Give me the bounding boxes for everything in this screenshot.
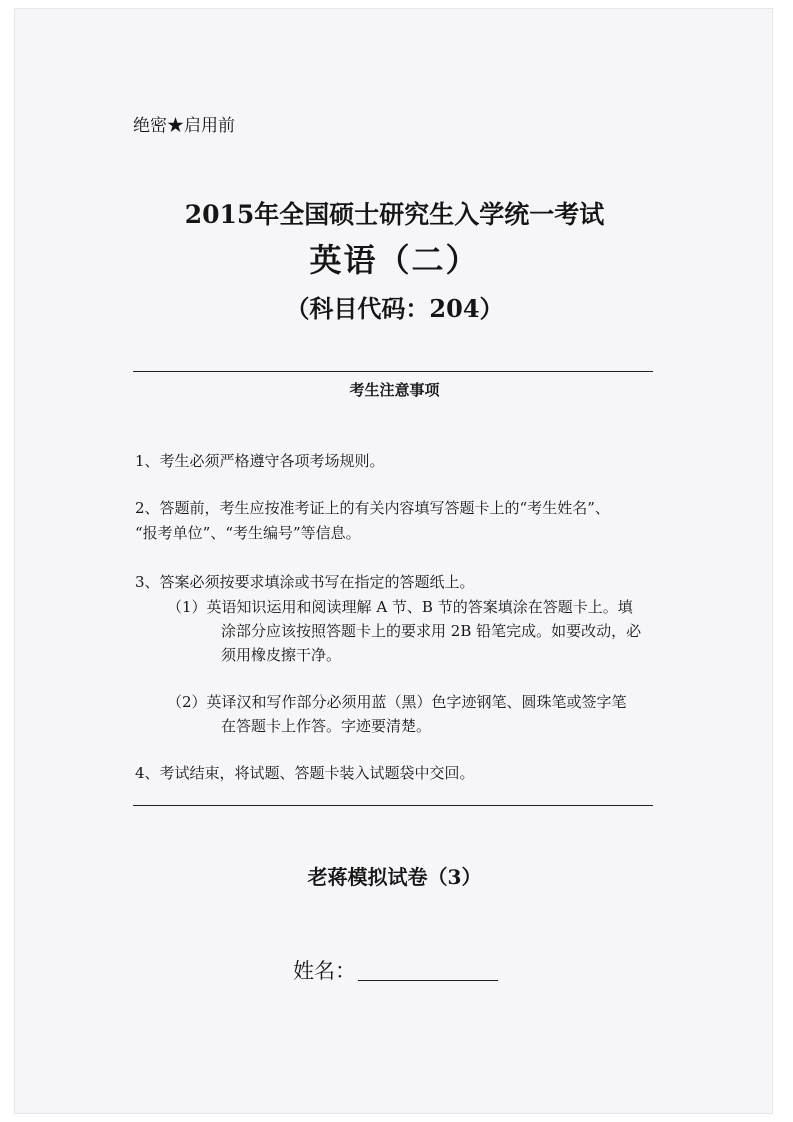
notice-item-2-line-2: “报考单位”、“考生编号”等信息。 xyxy=(135,524,361,542)
notice-item-3-sub-1-line-3: 须用橡皮擦干净。 xyxy=(221,646,342,664)
subject-code: （科目代码：204） xyxy=(285,294,504,323)
notice-item-4: 4、考试结束，将试题、答题卡装入试题袋中交回。 xyxy=(135,764,475,782)
bottom-divider xyxy=(133,805,653,806)
exam-subject: 英语（二） xyxy=(309,241,480,279)
notice-item-3-sub-1-line-1: （1）英语知识运用和阅读理解 A 节、B 节的答案填涂在答题卡上。填 xyxy=(167,598,633,616)
notice-item-3: 3、答案必须按要求填涂或书写在指定的答题纸上。 xyxy=(135,573,475,591)
confidential-label: 绝密★启用前 xyxy=(133,116,235,136)
notice-item-3-sub-2-line-1: （2）英译汉和写作部分必须用蓝（黑）色字迹钢笔、圆珠笔或签字笔 xyxy=(167,693,627,711)
notice-item-3-sub-2-line-2: 在答题卡上作答。字迹要清楚。 xyxy=(221,717,432,735)
exam-cover-page xyxy=(14,8,773,1114)
mock-exam-title: 老蒋模拟试卷（3） xyxy=(307,865,482,889)
notice-item-2-line-1: 2、答题前，考生应按准考证上的有关内容填写答题卡上的“考生姓名”、 xyxy=(135,499,610,517)
notice-title: 考生注意事项 xyxy=(349,381,440,399)
name-label: 姓名： xyxy=(293,959,356,983)
notice-item-3-sub-1-line-2: 涂部分应该按照答题卡上的要求用 2B 铅笔完成。如要改动，必 xyxy=(221,622,642,640)
exam-title: 2015年全国硕士研究生入学统一考试 xyxy=(184,200,605,229)
top-divider xyxy=(133,371,653,372)
name-blank-line[interactable] xyxy=(358,980,498,981)
notice-item-1: 1、考生必须严格遵守各项考场规则。 xyxy=(135,452,385,470)
